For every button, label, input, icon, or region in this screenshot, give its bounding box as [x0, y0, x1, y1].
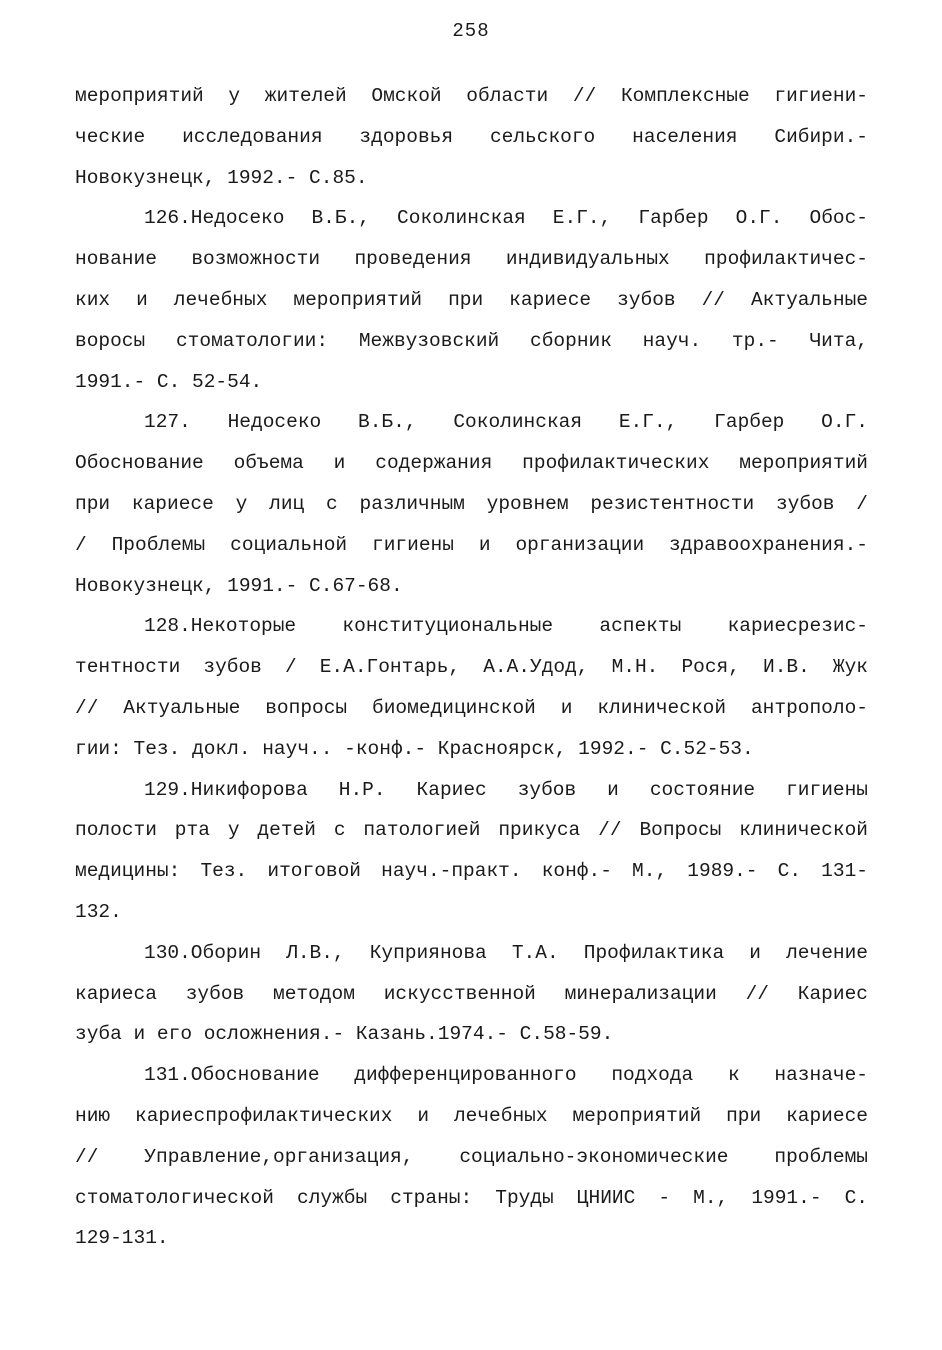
- text-line: гии: Тез. докл. науч.. -конф.- Красноярск, 1992.- С.52-53.: [75, 737, 754, 760]
- text-line: Новокузнецк, 1991.- С.67-68.: [75, 574, 403, 597]
- page-number: 258: [452, 20, 490, 42]
- reference-first-line: 130.Оборин Л.В., Куприянова Т.А. Профилактика и лечение: [144, 941, 868, 964]
- text-line: нию кариеспрофилактических и лечебных мероприятий при кариесе: [75, 1104, 868, 1127]
- text-line: воросы стоматологии: Межвузовский сборник науч. тр.- Чита,: [75, 329, 868, 352]
- bibliography-text: [75, 76, 868, 1259]
- text-line: полости рта у детей с патологией прикуса // Вопросы клинической: [75, 819, 868, 842]
- text-line: нование возможности проведения индивидуальных профилактичес-: [75, 248, 868, 271]
- text-line: ких и лечебных мероприятий при кариесе зубов // Актуальные: [75, 288, 868, 311]
- text-line: медицины: Тез. итоговой науч.-практ. конф.- М., 1989.- С. 131-: [75, 860, 868, 883]
- reference-first-line: 131.Обоснование дифференцированного подхода к назначе-: [144, 1064, 868, 1087]
- text-line: мероприятий у жителей Омской области // Комплексные гигиени-: [75, 85, 868, 107]
- text-line: Новокузнецк, 1992.- С.85.: [75, 166, 368, 189]
- text-line: // Актуальные вопросы биомедицинской и клинической антрополо-: [75, 696, 868, 719]
- text-line: // Управление,организация, социально-экономические проблемы: [75, 1145, 868, 1168]
- text-line: зуба и его осложнения.- Казань.1974.- С.58-59.: [75, 1023, 614, 1046]
- reference-first-line: 127. Недосеко В.Б., Соколинская Е.Г., Гарбер О.Г.: [144, 411, 868, 434]
- text-line: 132.: [75, 900, 122, 923]
- text-line: Обоснование объема и содержания профилактических мероприятий: [75, 452, 868, 475]
- text-line: / Проблемы социальной гигиены и организации здравоохранения.-: [75, 533, 868, 556]
- text-line: стоматологической службы страны: Труды ЦНИИС - М., 1991.- С.: [75, 1186, 868, 1209]
- text-line: 1991.- С. 52-54.: [75, 370, 263, 393]
- reference-first-line: 126.Недосеко В.Б., Соколинская Е.Г., Гарбер О.Г. Обос-: [144, 207, 868, 230]
- reference-first-line: 128.Некоторые конституциональные аспекты кариесрезис-: [144, 615, 868, 638]
- text-line: 129-131.: [75, 1227, 169, 1250]
- text-line: при кариесе у лиц с различным уровнем резистентности зубов /: [75, 492, 868, 515]
- text-line: ческие исследования здоровья сельского населения Сибири.-: [75, 125, 868, 148]
- text-line: тентности зубов / Е.А.Гонтарь, А.А.Удод, М.Н. Рося, И.В. Жук: [75, 656, 868, 679]
- reference-first-line: 129.Никифорова Н.Р. Кариес зубов и состояние гигиены: [144, 778, 868, 801]
- text-line: кариеса зубов методом искусственной минерализации // Кариес: [75, 982, 868, 1005]
